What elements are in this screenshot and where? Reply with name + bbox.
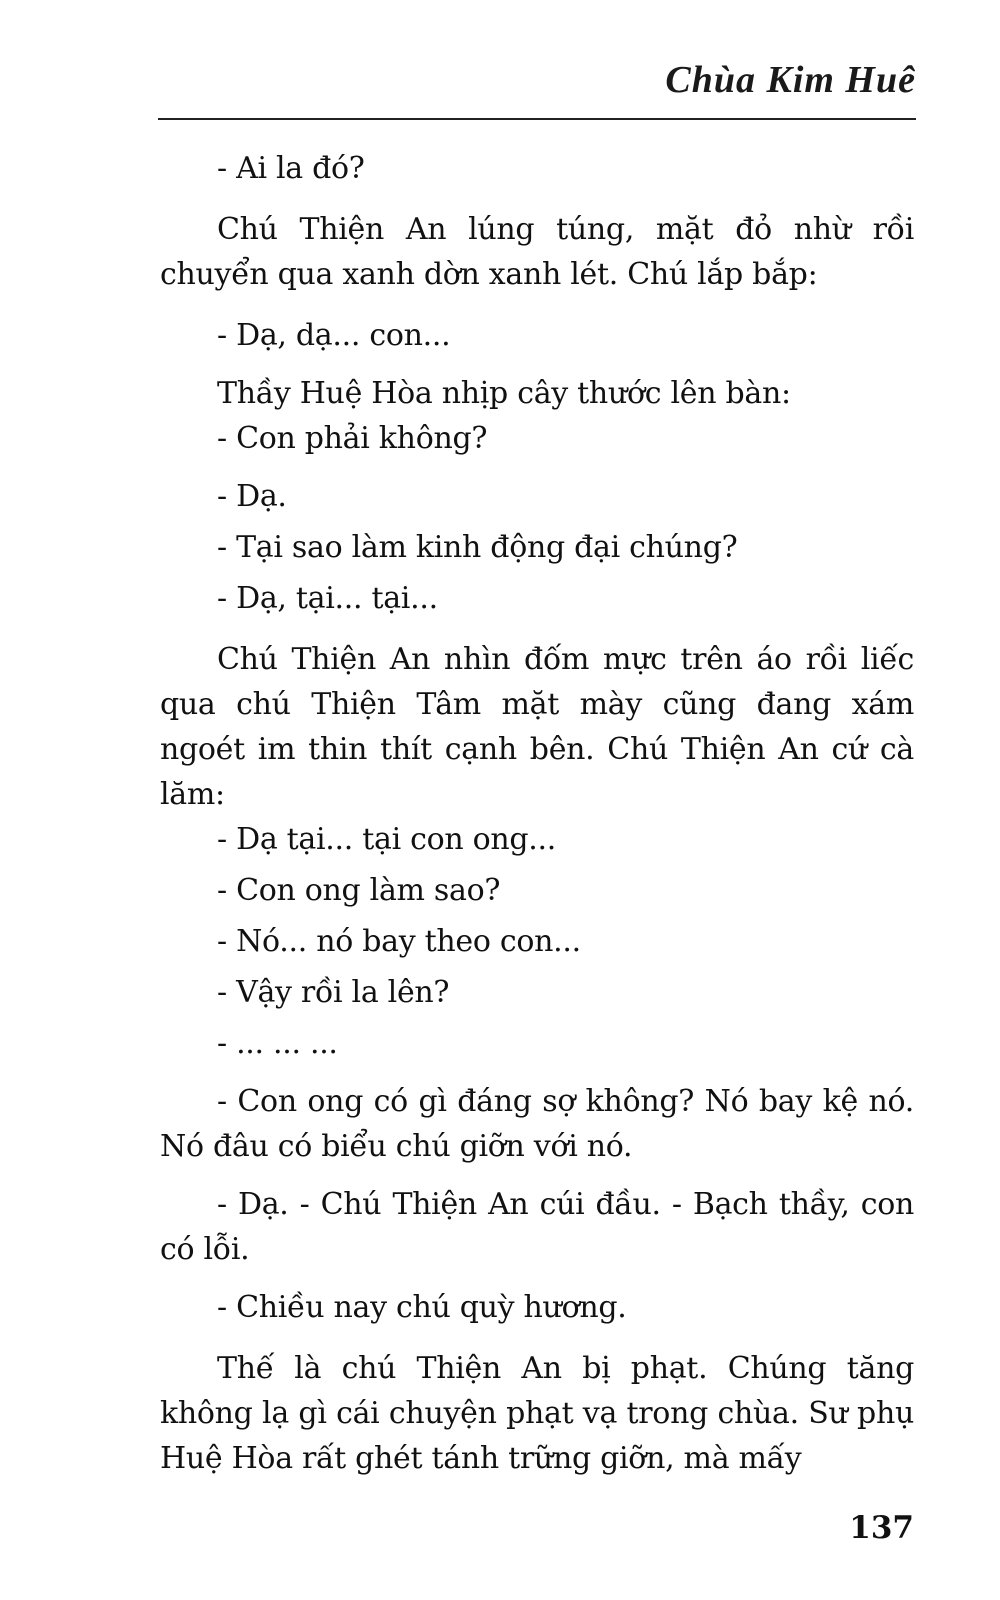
paragraph: - Tại sao làm kinh động đại chúng? [217,530,738,565]
paragraph: - Con ong làm sao? [217,873,501,908]
paragraph: Chú Thiện An lúng túng, mặt đỏ nhừ rồi chuyển qua xanh dờn xanh lét. Chú lắp bắp: [160,212,914,292]
paragraph: - Dạ tại... tại con ong... [217,822,557,857]
paragraph: - Nó... nó bay theo con... [217,924,581,959]
paragraph: - Vậy rồi la lên? [217,975,450,1010]
paragraph: - Con ong có gì đáng sợ không? Nó bay kệ nó. Nó đâu có biểu chú giỡn với nó. [160,1084,914,1164]
header-divider [158,118,916,120]
paragraph: - Dạ. - Chú Thiện An cúi đầu. - Bạch thầy, con có lỗi. [160,1187,914,1267]
paragraph: - Dạ, tại... tại... [217,581,438,616]
paragraph: Thế là chú Thiện An bị phạt. Chúng tăng không lạ gì cái chuyện phạt vạ trong chùa. Sư phụ Huệ Hòa rất ghét tánh trững giỡn, mà mấy [160,1351,914,1476]
paragraph: - Dạ, dạ... con... [217,318,451,353]
paragraph: - Chiều nay chú quỳ hương. [217,1290,627,1325]
paragraph: - ... ... ... [217,1026,338,1061]
running-header-title: Chùa Kim Huê [665,59,916,101]
paragraph: - Ai la đó? [217,151,365,186]
page-number: 137 [849,1510,914,1546]
paragraph: Thầy Huệ Hòa nhịp cây thước lên bàn: [217,376,791,411]
paragraph: - Con phải không? [217,421,488,456]
paragraph: Chú Thiện An nhìn đốm mực trên áo rồi liếc qua chú Thiện Tâm mặt mày cũng đang xám ngoét im thin thít cạnh bên. Chú Thiện An cứ cà lăm: [160,642,914,812]
paragraph: - Dạ. [217,479,287,514]
page-text-body [160,146,914,1481]
